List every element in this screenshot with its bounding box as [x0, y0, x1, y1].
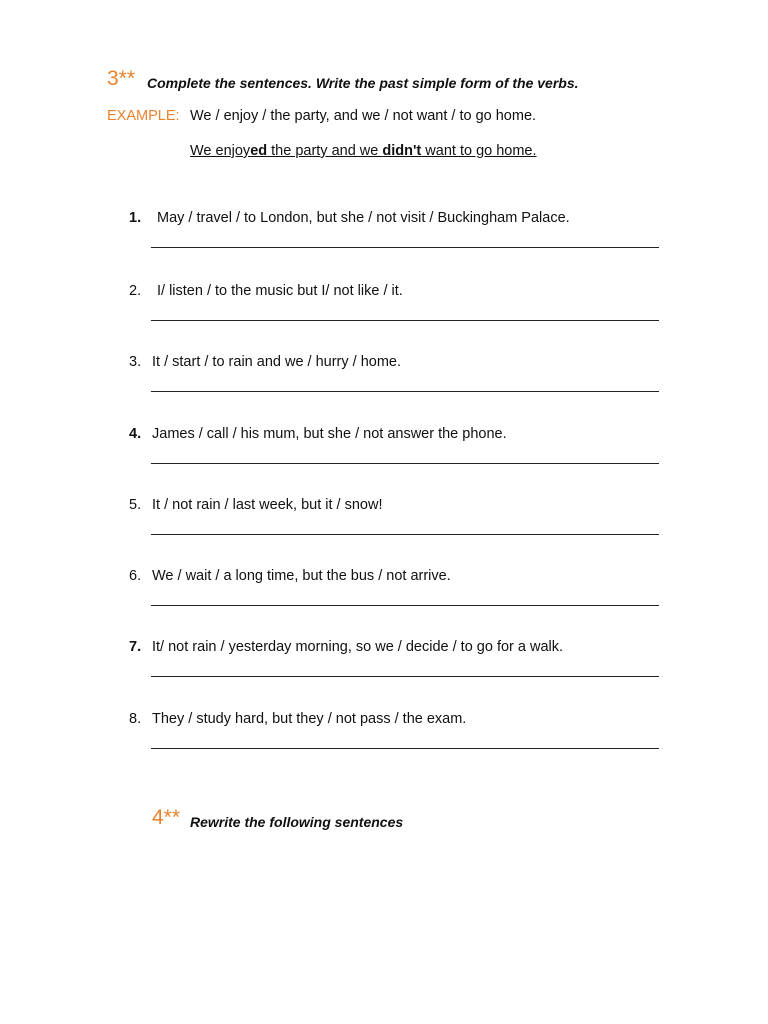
- example-answer-part: want to go home.: [421, 143, 537, 159]
- item-prompt: They / study hard, but they / not pass / the exam.: [152, 711, 467, 727]
- example-answer: [190, 143, 537, 159]
- item-prompt: It/ not rain / yesterday morning, so we / decide / to go for a walk.: [152, 639, 564, 655]
- answer-line[interactable]: [151, 391, 659, 392]
- item-prompt: It / not rain / last week, but it / snow!: [152, 497, 383, 513]
- item-number: 2.: [129, 283, 142, 299]
- exercise-4-number: 4**: [152, 806, 181, 829]
- exercise-3-number: 3**: [107, 67, 136, 90]
- answer-line[interactable]: [151, 676, 659, 677]
- answer-line[interactable]: [151, 534, 659, 535]
- answer-line[interactable]: [151, 748, 659, 749]
- item-number: 6.: [129, 568, 142, 584]
- exercise-3-instruction: Complete the sentences. Write the past simple form of the verbs.: [147, 75, 579, 91]
- item-number: 4.: [129, 426, 142, 442]
- item-number: 7.: [129, 639, 142, 655]
- item-prompt: James / call / his mum, but she / not answer the phone.: [152, 426, 507, 442]
- example-label: EXAMPLE:: [107, 108, 180, 124]
- example-answer-part: the party and we: [267, 143, 383, 159]
- item-prompt: We / wait / a long time, but the bus / not arrive.: [152, 568, 451, 584]
- answer-line[interactable]: [151, 605, 659, 606]
- item-prompt: May / travel / to London, but she / not visit / Buckingham Palace.: [157, 210, 570, 226]
- item-prompt: It / start / to rain and we / hurry / home.: [152, 354, 402, 370]
- example-prompt: We / enjoy / the party, and we / not want / to go home.: [190, 108, 537, 124]
- item-number: 3.: [129, 354, 142, 370]
- item-number: 5.: [129, 497, 142, 513]
- example-answer-ending: ed: [250, 143, 268, 159]
- answer-line[interactable]: [151, 463, 659, 464]
- item-number: 8.: [129, 711, 142, 727]
- item-number: 1.: [129, 210, 142, 226]
- item-prompt: I/ listen / to the music but I/ not like / it.: [157, 283, 403, 299]
- example-answer-part: We enjoy: [190, 143, 251, 159]
- answer-line[interactable]: [151, 320, 659, 321]
- exercise-4-instruction: Rewrite the following sentences: [190, 814, 404, 830]
- answer-line[interactable]: [151, 247, 659, 248]
- example-answer-negative: didn't: [382, 143, 422, 159]
